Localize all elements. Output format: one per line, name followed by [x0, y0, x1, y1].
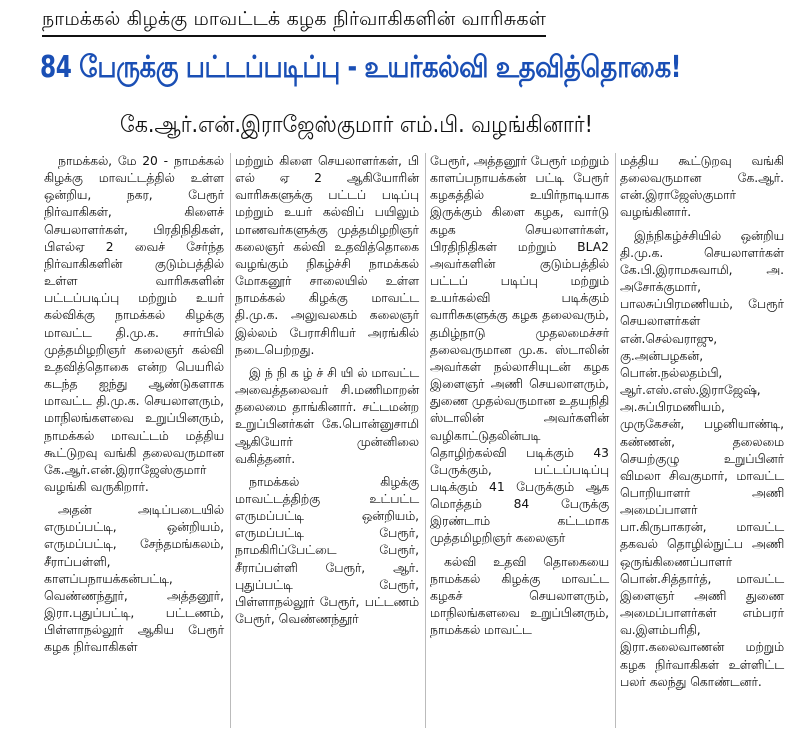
headline: 84 பேருக்கு பட்டப்படிப்பு - உயர்கல்வி உதவித்தொகை!: [40, 50, 681, 85]
subheadline: கே.ஆர்.என்.இராஜேஸ்குமார் எம்.பி. வழங்கினார்!: [120, 112, 593, 138]
paragraph: கல்வி உதவி தொகையை நாமக்கல் கிழக்கு மாவட்ட கழகச் செயலாளரும், மாநிலங்களவை உறுப்பினரும், நாமக்கல் மாவட்ட: [430, 554, 609, 638]
paragraph: அதன் அடிப்படையில் எருமப்பட்டி, ஒன்றியம், எருமப்பட்டி, சேந்தமங்கலம், சீராப்பள்ளி, காளப்பநாயக்கன்பட்டி, வெண்ணந்தூர், அத்தனூர், இரா.புதுப்பட்டி, பட்டணம், பிள்ளாநல்லூர் ஆகிய பேரூர் கழக நிர்வாகிகள்: [44, 503, 224, 655]
article-column-2: [230, 153, 425, 728]
article-column-4: [615, 153, 790, 728]
paragraph: மத்திய கூட்டுறவு வங்கி தலைவருமான கே.ஆர். என்.இராஜேஸ்குமார் வழங்கினார்.: [620, 154, 784, 220]
article-body: [40, 153, 790, 728]
kicker-title: நாமக்கல் கிழக்கு மாவட்டக் கழக நிர்வாகிகளின் வாரிசுகள்: [42, 8, 546, 37]
paragraph: இ ந் நி க ழ் ச் சி யி ல் மாவட்ட அவைத்தலைவர் சி.மணிமாறன் தலைமை தாங்கினார். சட்டமன்ற உறுப்பினர்கள் கே.பொன்னுசாமி ஆகியோர் முன்னிலை வகித்தனர்.: [235, 365, 419, 466]
paragraph: இந்நிகழ்ச்சியில் ஒன்றிய தி.மு.க. செயலாளர்கள் கே.பி.இராமசுவாமி, அ. அசோக்குமார், பாலசுப்பிரமணியம், பேரூர் செயலாளர்கள் என்.செல்வராஜு, கு.அன்பழகன், பொன்.நல்லதம்பி, ஆர்.எஸ்.எஸ்.இராஜேஷ், அ.சுப்பிரமணியம், முருகேசன், பழனியாண்டி, கண்ணன், தலைமை செயற்குழு உறுப்பினர் விமலா சிவகுமார், மாவட்ட பொறியாளர் அணி அமைப்பாளர் பா.கிருபாகரன், மாவட்ட தகவல் தொழில்நுட்ப அணி ஒருங்கிணைப்பாளர் பொன்.சித்தார்த், மாவட்ட இளைஞர் அணி துணை அமைப்பாளர்கள் எம்பரர் வ.இளம்பரிதி, இரா.கலைவாணன் மற்றும் கழக நிர்வாகிகள் உள்ளிட்ட பலர் கலந்து கொண்டனர்.: [620, 228, 784, 689]
article-column-3: [425, 153, 615, 728]
article-column-1: [40, 153, 230, 728]
paragraph: பேரூர், அத்தனூர் பேரூர் மற்றும் காளப்பநாயக்கன் பட்டி பேரூர் கழகத்தில் உயிர்நாடியாக இருக்கும் கிளை கழக, வார்டு கழக செயலாளர்கள், பிரதிநிதிகள் மற்றும் BLA2 அவர்களின் குடும்பத்தில் பட்டப் படிப்பு மற்றும் உயர்கல்வி படிக்கும் வாரிசுகளுக்கு கழக தலைவரும், தமிழ்நாடு முதலமைச்சர் தலைவருமான மு.க. ஸ்டாலின் அவர்கள் நல்லாசியுடன் கழக இளைஞர் அணி செயலாளரும், துணை முதல்வருமான உதயநிதி ஸ்டாலின் அவர்களின் வழிகாட்டுதலின்படி தொழிற்கல்வி படிக்கும் 43 பேருக்கும், பட்டப்படிப்பு படிக்கும் 41 பேருக்கும் ஆக மொத்தம் 84 பேருக்கு இரண்டாம் கட்டமாக முத்தமிழறிஞர் கலைஞர்: [430, 154, 610, 546]
paragraph: நாமக்கல், மே 20 - நாமக்கல் கிழக்கு மாவட்டத்தில் உள்ள ஒன்றிய, நகர, பேரூர் நிர்வாகிகள், கிளைச் செயலாளர்கள், பிரதிநிதிகள், பிஎல்ஏ 2 வைச் சேர்ந்த நிர்வாகிகளின் குடும்பத்தில் உள்ள வாரிசுகளின் பட்டப்படிப்பு மற்றும் உயர் கல்விக்கு நாமக்கல் கிழக்கு மாவட்ட தி.மு.க. சார்பில் முத்தமிழறிஞர் கலைஞர் கல்வி உதவித்தொகை என்ற பெயரில் கடந்த ஐந்து ஆண்டுகளாக மாவட்ட தி.மு.க. செயலாளரும், மாநிலங்களவை உறுப்பினரும், நாமக்கல் மாவட்டம் மத்திய கூட்டுறவு வங்கி தலைவருமான கே.ஆர்.என்.இராஜேஸ்குமார் வழங்கி வருகிறார்.: [44, 154, 224, 494]
paragraph: மற்றும் கிளை செயலாளர்கள், பி எல் ஏ 2 ஆகியோரின் வாரிசுகளுக்கு பட்டப் படிப்பு மற்றும் உயர் கல்விப் பயிலும் மாணவர்களுக்கு முத்தமிழறிஞர் கலைஞர் கல்வி உதவித்தொகை வழங்கும் நிகழ்ச்சி நாமக்கல் மோகனூர் சாலையில் உள்ள நாமக்கல் கிழக்கு மாவட்ட தி.மு.க. அலுவலகம் கலைஞர் இல்லம் பேராசிரியர் அரங்கில் நடைபெற்றது.: [235, 154, 419, 357]
paragraph: நாமக்கல் கிழக்கு மாவட்டத்திற்கு உட்பட்ட எருமப்பட்டி ஒன்றியம், எருமப்பட்டி பேரூர், நாமகிரிப்பேட்டை பேரூர், சீராப்பள்ளி பேரூர், ஆர். புதுப்பட்டி பேரூர், பிள்ளாநல்லூர் பேரூர், பட்டணம் பேரூர், வெண்ணந்தூர்: [235, 474, 419, 627]
